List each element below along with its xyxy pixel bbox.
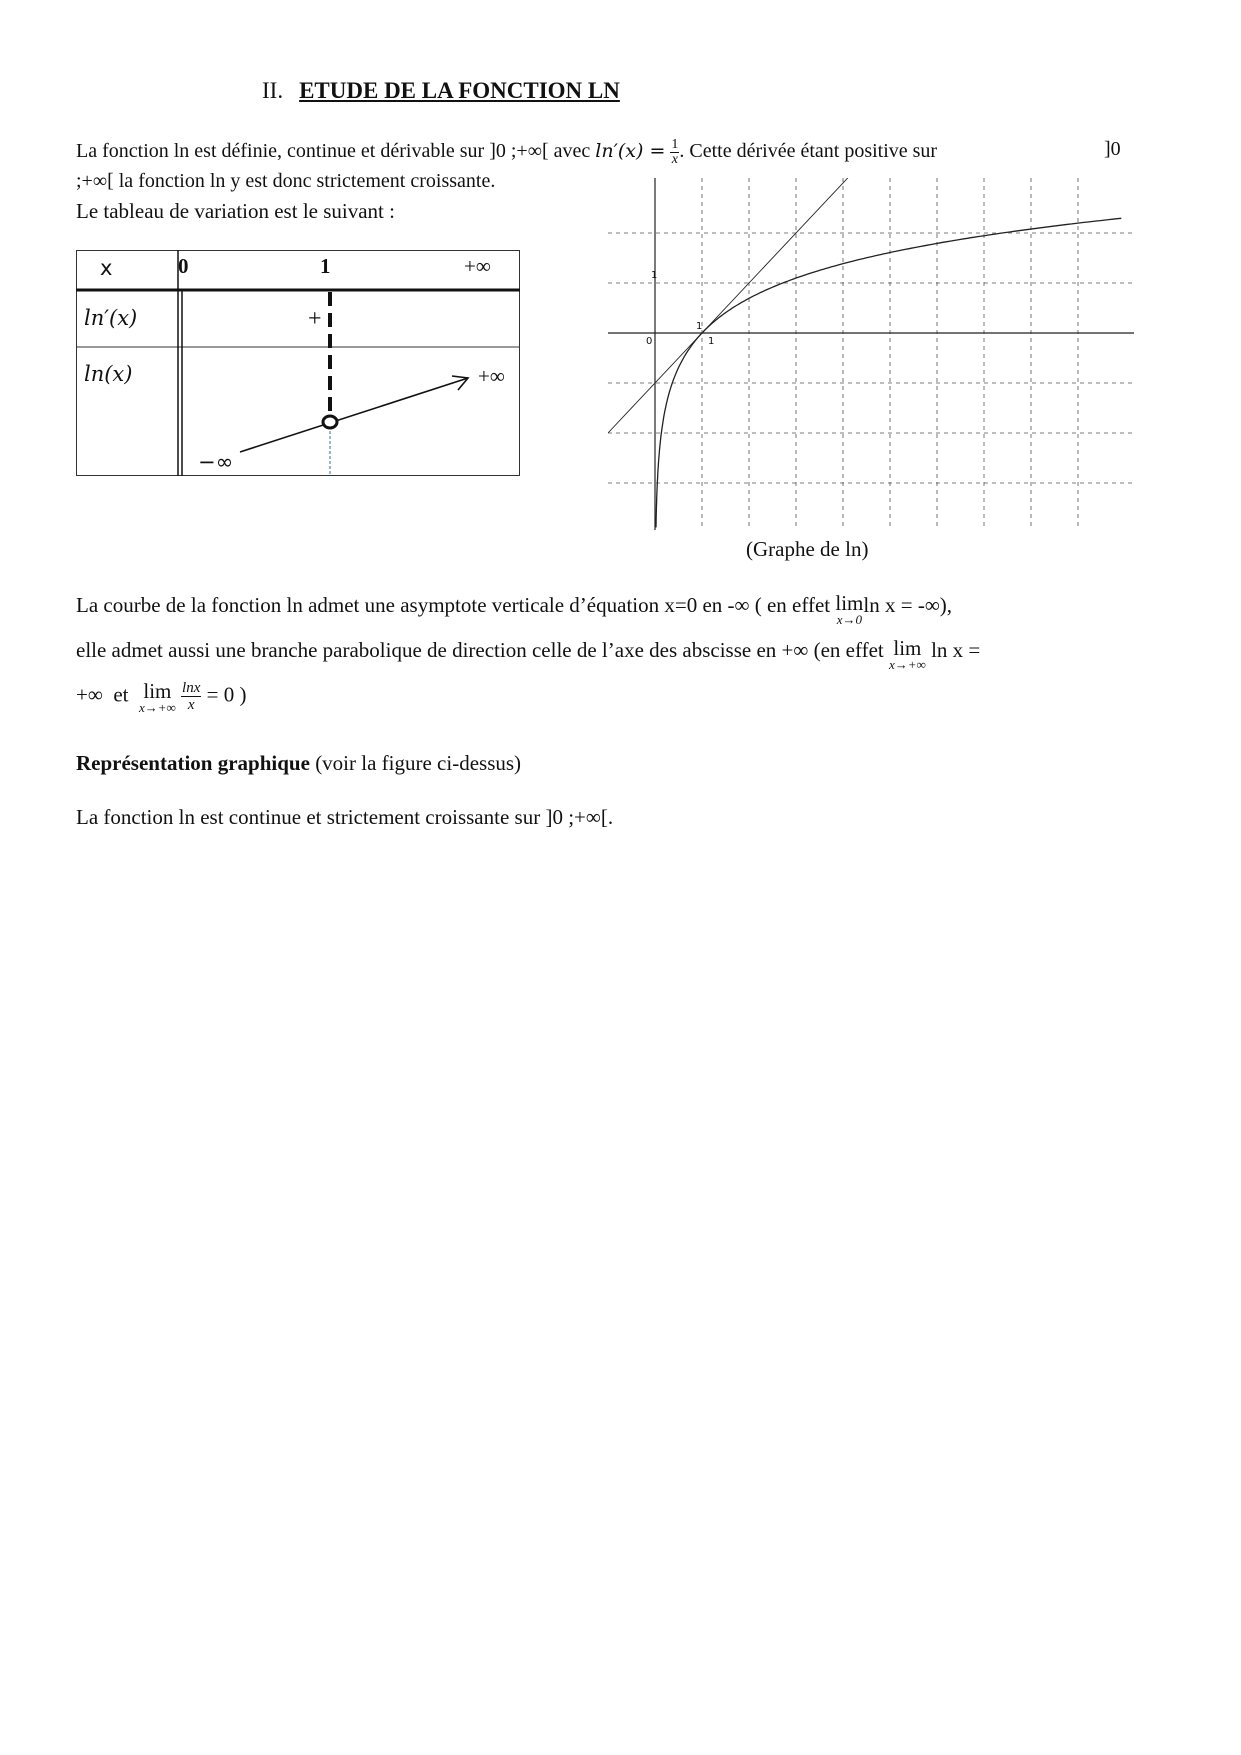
- intro-text-a: La fonction ln est définie, continue et dérivable sur ]0 ;+∞[ avec: [76, 140, 591, 163]
- limit-ln-at-inf-sub: x→+∞: [889, 657, 926, 672]
- limit-ln-at-inf-expr: ln x =: [931, 638, 981, 662]
- table-derivative-label: [84, 306, 137, 330]
- intro-line-2: ;+∞[ la fonction ln y est donc strictement croissante.: [76, 170, 496, 192]
- table-x-value-1: 1: [320, 254, 331, 278]
- table-limit-minus-inf: −∞: [198, 450, 234, 474]
- limit-at-zero-result: = -∞),: [900, 593, 953, 617]
- table-x-value-inf: +∞: [464, 254, 491, 278]
- limit-ratio-result: = 0 ): [206, 682, 247, 707]
- conclusion: La fonction ln est continue et strictement croissante sur ]0 ;+∞[.: [76, 805, 614, 829]
- derivative-label-text: ln′(x): [84, 306, 138, 330]
- asymptote-line-1: [76, 592, 952, 626]
- limit-ratio-at-inf: [139, 680, 176, 714]
- intro-line-1-end: ]0: [1104, 138, 1121, 160]
- graph-point-label: 1: [696, 321, 703, 332]
- ln-curve: [656, 218, 1121, 527]
- limit-at-zero-sub: x→0: [836, 612, 863, 627]
- asymptote-text-b: elle admet aussi une branche parabolique de direction celle de l’axe des abscisse en +∞ (en effet: [76, 638, 884, 662]
- limit-at-zero: [835, 592, 863, 626]
- section-title: ETUDE DE LA FONCTION LN: [299, 78, 620, 103]
- graph-origin-label: 0: [646, 336, 653, 347]
- graphic-representation-bold: Représentation graphique: [76, 751, 310, 775]
- asymptote-line-2: [76, 637, 980, 671]
- intro-line-3: Le tableau de variation est le suivant :: [76, 199, 395, 223]
- intro-line-1: [76, 138, 937, 167]
- asymptote-text-a: La courbe de la fonction ln admet une asymptote verticale d’équation x=0 en -∞ ( en effet: [76, 593, 831, 617]
- derivative-lhs: ln′(x) =: [595, 140, 666, 163]
- variation-table-lines: [76, 250, 520, 476]
- intro-text-b: . Cette dérivée étant positive sur: [679, 140, 938, 163]
- limit-ratio-numerator: lnx: [182, 680, 201, 696]
- limit-at-zero-expr: ln x: [863, 593, 896, 617]
- derivative-numerator: 1: [671, 137, 679, 152]
- limit-ratio-sub: x→+∞: [138, 700, 176, 715]
- table-derivative-sign: +: [308, 306, 322, 332]
- asymptote-line-3: [76, 680, 246, 714]
- ln-graph-svg: [608, 178, 1134, 530]
- graphic-representation-rest: (voir la figure ci-dessus): [315, 751, 522, 775]
- variation-table: [76, 250, 520, 476]
- graphic-representation: [76, 750, 521, 776]
- table-x-header: x: [100, 256, 113, 280]
- limit-at-zero-word: lim: [835, 591, 864, 615]
- limit-ln-at-inf-word: lim: [893, 636, 922, 660]
- table-function-label: [84, 362, 132, 386]
- table-x-value-0: 0: [178, 254, 189, 278]
- limit-ratio-word: lim: [143, 679, 172, 703]
- function-label-text: ln(x): [84, 362, 133, 386]
- limit-ratio-fraction: [181, 680, 201, 713]
- derivative-denominator: x: [671, 152, 678, 167]
- asymptote-and: et: [113, 682, 129, 707]
- ln-graph: [608, 178, 1134, 530]
- section-heading: [262, 78, 620, 104]
- graph-y-unit-label: 1: [651, 270, 658, 281]
- graph-caption: (Graphe de ln): [746, 537, 869, 561]
- graph-x-unit-label: 1: [708, 336, 715, 347]
- asymptote-text-c: +∞: [76, 682, 103, 707]
- limit-ratio-denominator: x: [187, 697, 195, 713]
- section-number: II.: [262, 78, 284, 103]
- tangent-line: [608, 178, 852, 433]
- limit-ln-at-inf: [889, 637, 926, 671]
- table-limit-plus-inf: +∞: [478, 364, 505, 388]
